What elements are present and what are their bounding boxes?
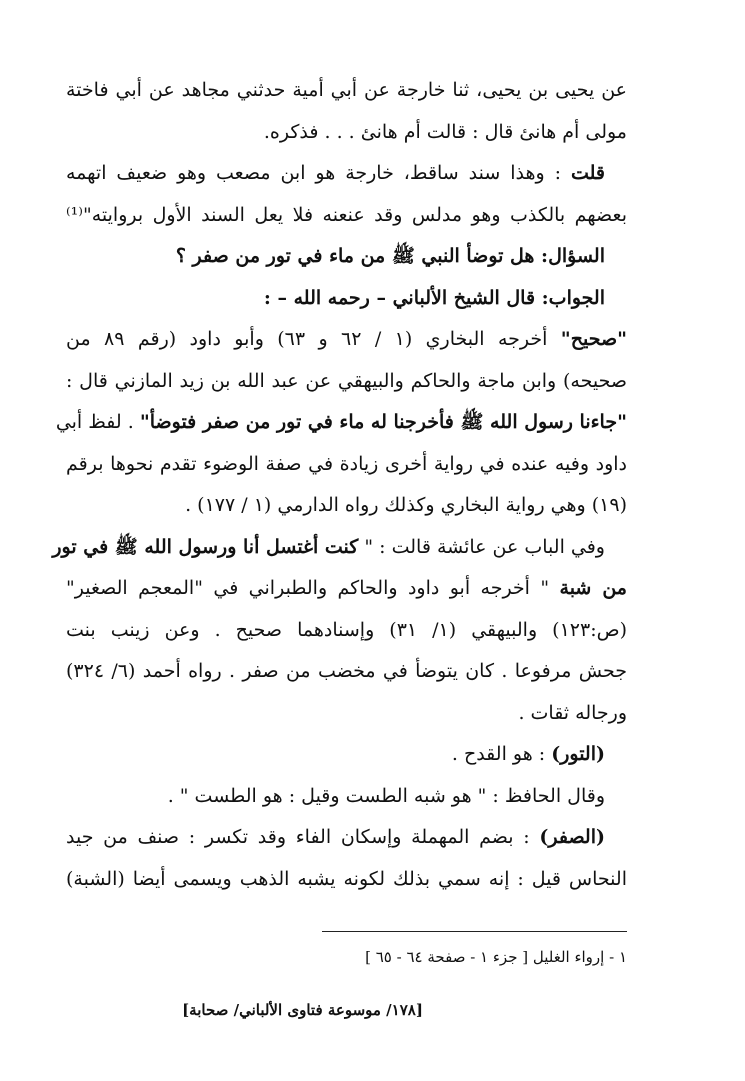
bold-text: الجواب: قال الشيخ الألباني – رحمه الله – : (263, 286, 605, 309)
text-span: جحش مرفوعا . كان يتوضأ في مخضب من صفر . رواه أحمد (٦/ ٣٢٤) (66, 660, 627, 682)
text-line (66, 817, 627, 859)
footnote: ١ - إرواء الغليل [ جزء ١ - صفحة ٦٤ - ٦٥ ] (365, 948, 627, 966)
text-span: وقال الحافظ : " هو شبه الطست وقيل : هو الطست " . (167, 784, 605, 807)
text-span: بعضهم بالكذب وهو مدلس وقد عنعنه فلا يعل السند الأول بروايته"⁽¹⁾ (66, 203, 627, 226)
bold-text: (التور) (551, 743, 605, 765)
text-line (66, 485, 627, 527)
text-span: مولى أم هانئ قال : قالت أم هانئ . . . فذكره. (263, 120, 627, 143)
text-line (66, 195, 627, 237)
text-line (66, 610, 627, 652)
text-span: ورجاله ثقات . (518, 701, 627, 724)
text-line (66, 153, 627, 195)
bold-text: من شبة (559, 577, 627, 599)
text-span: . لفظ أبي (55, 411, 140, 433)
text-line (66, 278, 627, 320)
bold-text: كنت أغتسل أنا ورسول الله ﷺ في تور (52, 535, 359, 558)
text-line (66, 734, 627, 776)
text-line (66, 70, 627, 112)
text-span: أخرجه البخاري (١ / ٦٢ و ٦٣) وأبو داود (رقم ٨٩ من (66, 328, 561, 350)
text-line (66, 693, 627, 735)
text-span: : وهذا سند ساقط، خارجة هو ابن مصعب وهو ضعيف اتهمه (66, 162, 571, 184)
text-line (66, 444, 627, 486)
bold-text: "صحيح" (560, 328, 627, 350)
text-line (66, 776, 627, 818)
bold-text: السؤال: هل توضأ النبي ﷺ من ماء في تور من صفر ؟ (175, 245, 605, 267)
text-line (66, 568, 627, 610)
text-span: عن يحيى بن يحيى، ثنا خارجة عن أبي أمية حدثني مجاهد عن أبي فاختة (66, 79, 627, 101)
text-span: وفي الباب عن عائشة قالت : " (358, 535, 605, 558)
text-span: النحاس قيل : إنه سمي بذلك لكونه يشبه الذهب ويسمى أيضا (الشبة) (66, 867, 627, 890)
text-span: (١٩) وهي رواية البخاري وكذلك رواه الدارمي (١ / ١٧٧) . (185, 494, 627, 516)
main-text (52, 70, 627, 900)
bold-text: (الصفر) (539, 826, 605, 848)
page-footer: [١٧٨/ موسوعة فتاوى الألباني/ صحابة] (182, 1001, 423, 1019)
text-line (66, 319, 627, 361)
text-line (55, 402, 627, 444)
text-line (52, 527, 627, 569)
bold-text: قلت (570, 162, 605, 184)
text-line (66, 361, 627, 403)
bold-text: "جاءنا رسول الله ﷺ فأخرجنا له ماء في تور من صفر فتوضأ" (139, 411, 627, 433)
text-line (66, 112, 627, 154)
text-span: : هو القدح . (451, 743, 552, 765)
text-span: داود وفيه عنده في رواية أخرى زيادة في صفة الوضوء تقدم نحوها برقم (66, 452, 627, 475)
text-span: " أخرجه أبو داود والحاكم والطبراني في "المعجم الصغير" (66, 577, 560, 599)
text-span: صحيحه) وابن ماجة والحاكم والبيهقي عن عبد الله بن زيد المازني قال : (66, 369, 627, 392)
footnote-divider (322, 931, 627, 932)
text-line (66, 859, 627, 901)
text-span: : بضم المهملة وإسكان الفاء وقد تكسر : صنف من جيد (66, 826, 540, 848)
text-line (66, 236, 627, 278)
text-span: (ص:١٢٣) والبيهقي (١/ ٣١) وإسنادهما صحيح . وعن زينب بنت (66, 618, 627, 641)
text-line (66, 651, 627, 693)
